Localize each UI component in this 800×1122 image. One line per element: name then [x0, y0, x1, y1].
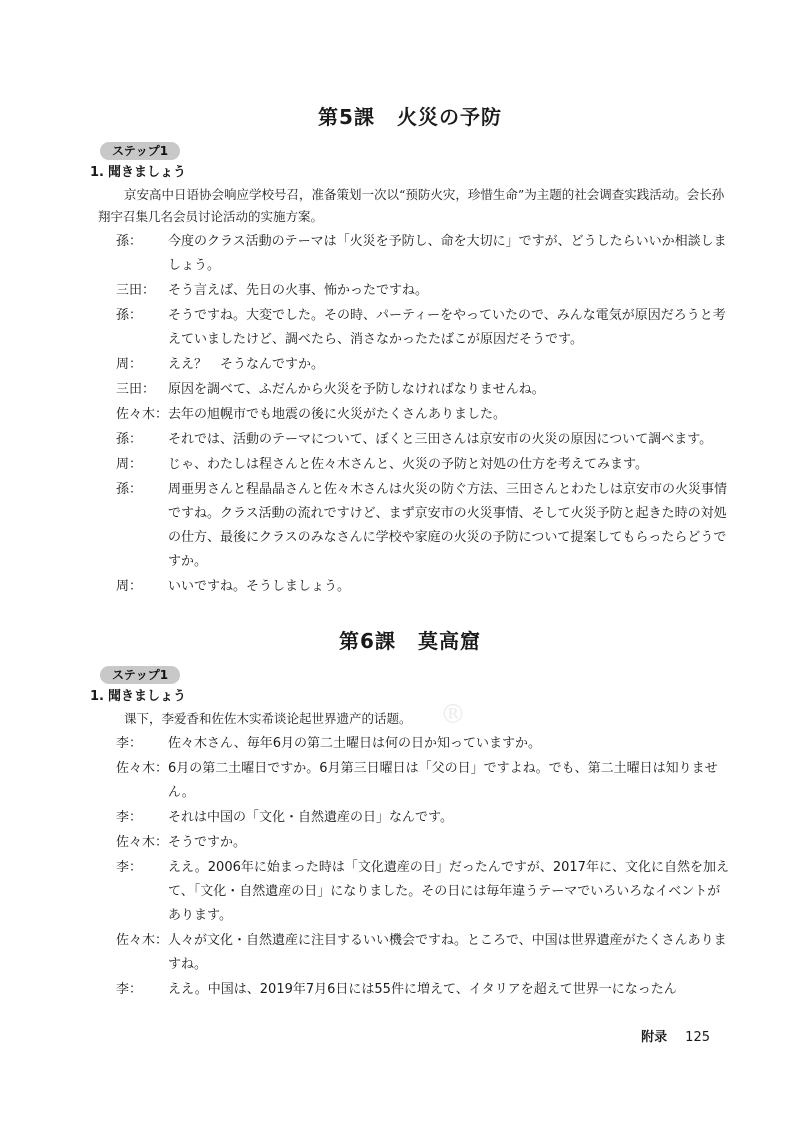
speaker-name: 李 [116, 736, 130, 751]
speech-text: 人々が文化・自然遺産に注目するいい機会ですね。ところで、中国は世界遺産がたくさんありますね。 [168, 933, 727, 972]
speech-text: 6月の第二土曜日ですか。6月第三日曜日は「父の日」ですよね。でも、第二土曜日は知りません。 [168, 761, 718, 800]
dialogue-line [90, 428, 730, 452]
speech-text: じゃ、わたしは程さんと佐々木さんと、火災の予防と対処の仕方を考えてみます。 [168, 457, 648, 472]
dialogue-line [90, 806, 730, 830]
speech-text: そうですね。大変でした。その時、パーティーをやっていたので、みんな電気が原因だろうと考えていましたけど、調べたら、消さなかったたばこが原因だそうです。 [168, 308, 726, 347]
speaker-label: 孫： [90, 304, 168, 328]
section-heading [90, 686, 730, 708]
dialogue-line [90, 757, 730, 805]
speaker-name: 李 [116, 810, 130, 825]
speaker-name: 三田 [116, 382, 143, 397]
speaker-label: 佐々木： [90, 831, 168, 855]
speech-text: ええ。中国は、2019年7月6日には55件に増えて、イタリアを超えて世界一になったん [168, 982, 677, 997]
speaker-label: 周： [90, 353, 168, 377]
speaker-name: 李 [116, 982, 130, 997]
dialogue-line [90, 831, 730, 855]
dialogue-line [90, 279, 730, 303]
speech-text: 周亜男さんと程晶晶さんと佐々木さんは火災の防ぐ方法、三田さんとわたしは京安市の火災事情ですね。クラス活動の流れですけど、まず京安市の火災事情、そして火災予防と起きた時の対処の仕方、最後にクラスのみなさんに学校や家庭の火災の予防について提案してもらったらどうですか。 [168, 482, 728, 569]
lesson-5 [90, 100, 730, 599]
lesson-5-name: 火災の予防 [396, 105, 502, 129]
speaker-label: 孫： [90, 478, 168, 502]
speaker-label: 佐々木： [90, 929, 168, 953]
speaker-name: 三田 [116, 283, 143, 298]
step-badge: ステップ1 [100, 142, 180, 160]
speaker-name: 周 [116, 457, 130, 472]
speech-text: いいですね。そうしましょう。 [168, 579, 351, 594]
section-title: 聞きましょう [108, 165, 187, 180]
speech-text: ええ。2006年に始まった時は「文化遺産の日」だったんですが、2017年に、文化に自然を加えて、「文化・自然遺産の日」になりました。その日には毎年違うテーマでいろいろなイベントがあります。 [168, 860, 729, 923]
section-number: 1. [90, 165, 104, 180]
lesson-6-number: 第6課 [339, 629, 396, 653]
intro-text: 课下，李爱香和佐佐木实希谈论起世界遗产的话题。 [124, 711, 412, 726]
speaker-name: 佐々木 [116, 407, 156, 422]
speaker-label: 李： [90, 978, 168, 1002]
speaker-label: 佐々木： [90, 403, 168, 427]
dialogue-line [90, 978, 730, 1002]
page-footer [641, 1028, 710, 1048]
speaker-label: 周： [90, 453, 168, 477]
dialogue-line [90, 230, 730, 278]
lesson-5-number: 第5課 [318, 105, 375, 129]
lesson-5-title [90, 100, 730, 134]
speech-text: 今度のクラス活動のテーマは「火災を予防し、命を大切に」ですが、どうしたらいいか相談しましょう。 [168, 234, 727, 273]
dialogue-line [90, 732, 730, 756]
speech-text: そうですか。 [168, 835, 247, 850]
step-badge: ステップ1 [100, 666, 180, 684]
dialogue-line [90, 929, 730, 977]
speaker-label: 三田： [90, 279, 168, 303]
speaker-name: 周 [116, 357, 130, 372]
lesson-6-title [90, 624, 730, 658]
speech-text: ええ？ そうなんですか。 [168, 357, 325, 372]
speaker-name: 李 [116, 860, 130, 875]
dialogue-line [90, 478, 730, 574]
speech-text: 原因を調べて、ふだんから火災を予防しなければなりませんね。 [168, 382, 545, 397]
speaker-name: 孫 [116, 234, 130, 249]
speaker-label: 孫： [90, 230, 168, 254]
speaker-name: 周 [116, 579, 130, 594]
speaker-name: 孫 [116, 308, 130, 323]
watermark: ® [440, 700, 466, 730]
speaker-label: 周： [90, 575, 168, 599]
speaker-label: 孫： [90, 428, 168, 452]
section-title: 聞きましょう [108, 689, 187, 704]
speaker-name: 孫 [116, 432, 130, 447]
footer-label: 附录 [641, 1030, 668, 1045]
dialogue-line [90, 353, 730, 377]
section-number: 1. [90, 689, 104, 704]
section-heading [90, 162, 730, 184]
speaker-label: 佐々木： [90, 757, 168, 781]
speaker-label: 李： [90, 856, 168, 880]
dialogue-line [90, 856, 730, 928]
dialogue-line [90, 403, 730, 427]
speaker-name: 孫 [116, 482, 130, 497]
speaker-label: 李： [90, 732, 168, 756]
speaker-name: 佐々木 [116, 761, 156, 776]
speaker-label: 李： [90, 806, 168, 830]
speech-text: 佐々木さん、毎年6月の第二土曜日は何の日か知っていますか。 [168, 736, 542, 751]
speaker-label: 三田： [90, 378, 168, 402]
dialogue [90, 230, 730, 599]
lesson-6 [90, 624, 730, 1002]
dialogue-line [90, 304, 730, 352]
speech-text: それでは、活動のテーマについて、ぼくと三田さんは京安市の火災の原因について調べます。 [168, 432, 713, 447]
dialogue-line [90, 453, 730, 477]
speaker-name: 佐々木 [116, 933, 156, 948]
page-number: 125 [685, 1030, 710, 1045]
speech-text: それは中国の「文化・自然遺産の日」なんです。 [168, 810, 453, 825]
dialogue-line [90, 378, 730, 402]
lesson-6-name: 莫高窟 [417, 629, 481, 653]
intro-text: 京安高中日语协会响应学校号召，准备策划一次以“预防火灾，珍惜生命”为主题的社会调查实践活动。会长孙翔宇召集几名会员讨论活动的实施方案。 [98, 187, 725, 224]
speech-text: そう言えば、先日の火事、怖かったですね。 [168, 283, 429, 298]
dialogue [90, 732, 730, 1002]
speaker-name: 佐々木 [116, 835, 156, 850]
speech-text: 去年の旭幌市でも地震の後に火災がたくさんありました。 [168, 407, 507, 422]
dialogue-line [90, 575, 730, 599]
